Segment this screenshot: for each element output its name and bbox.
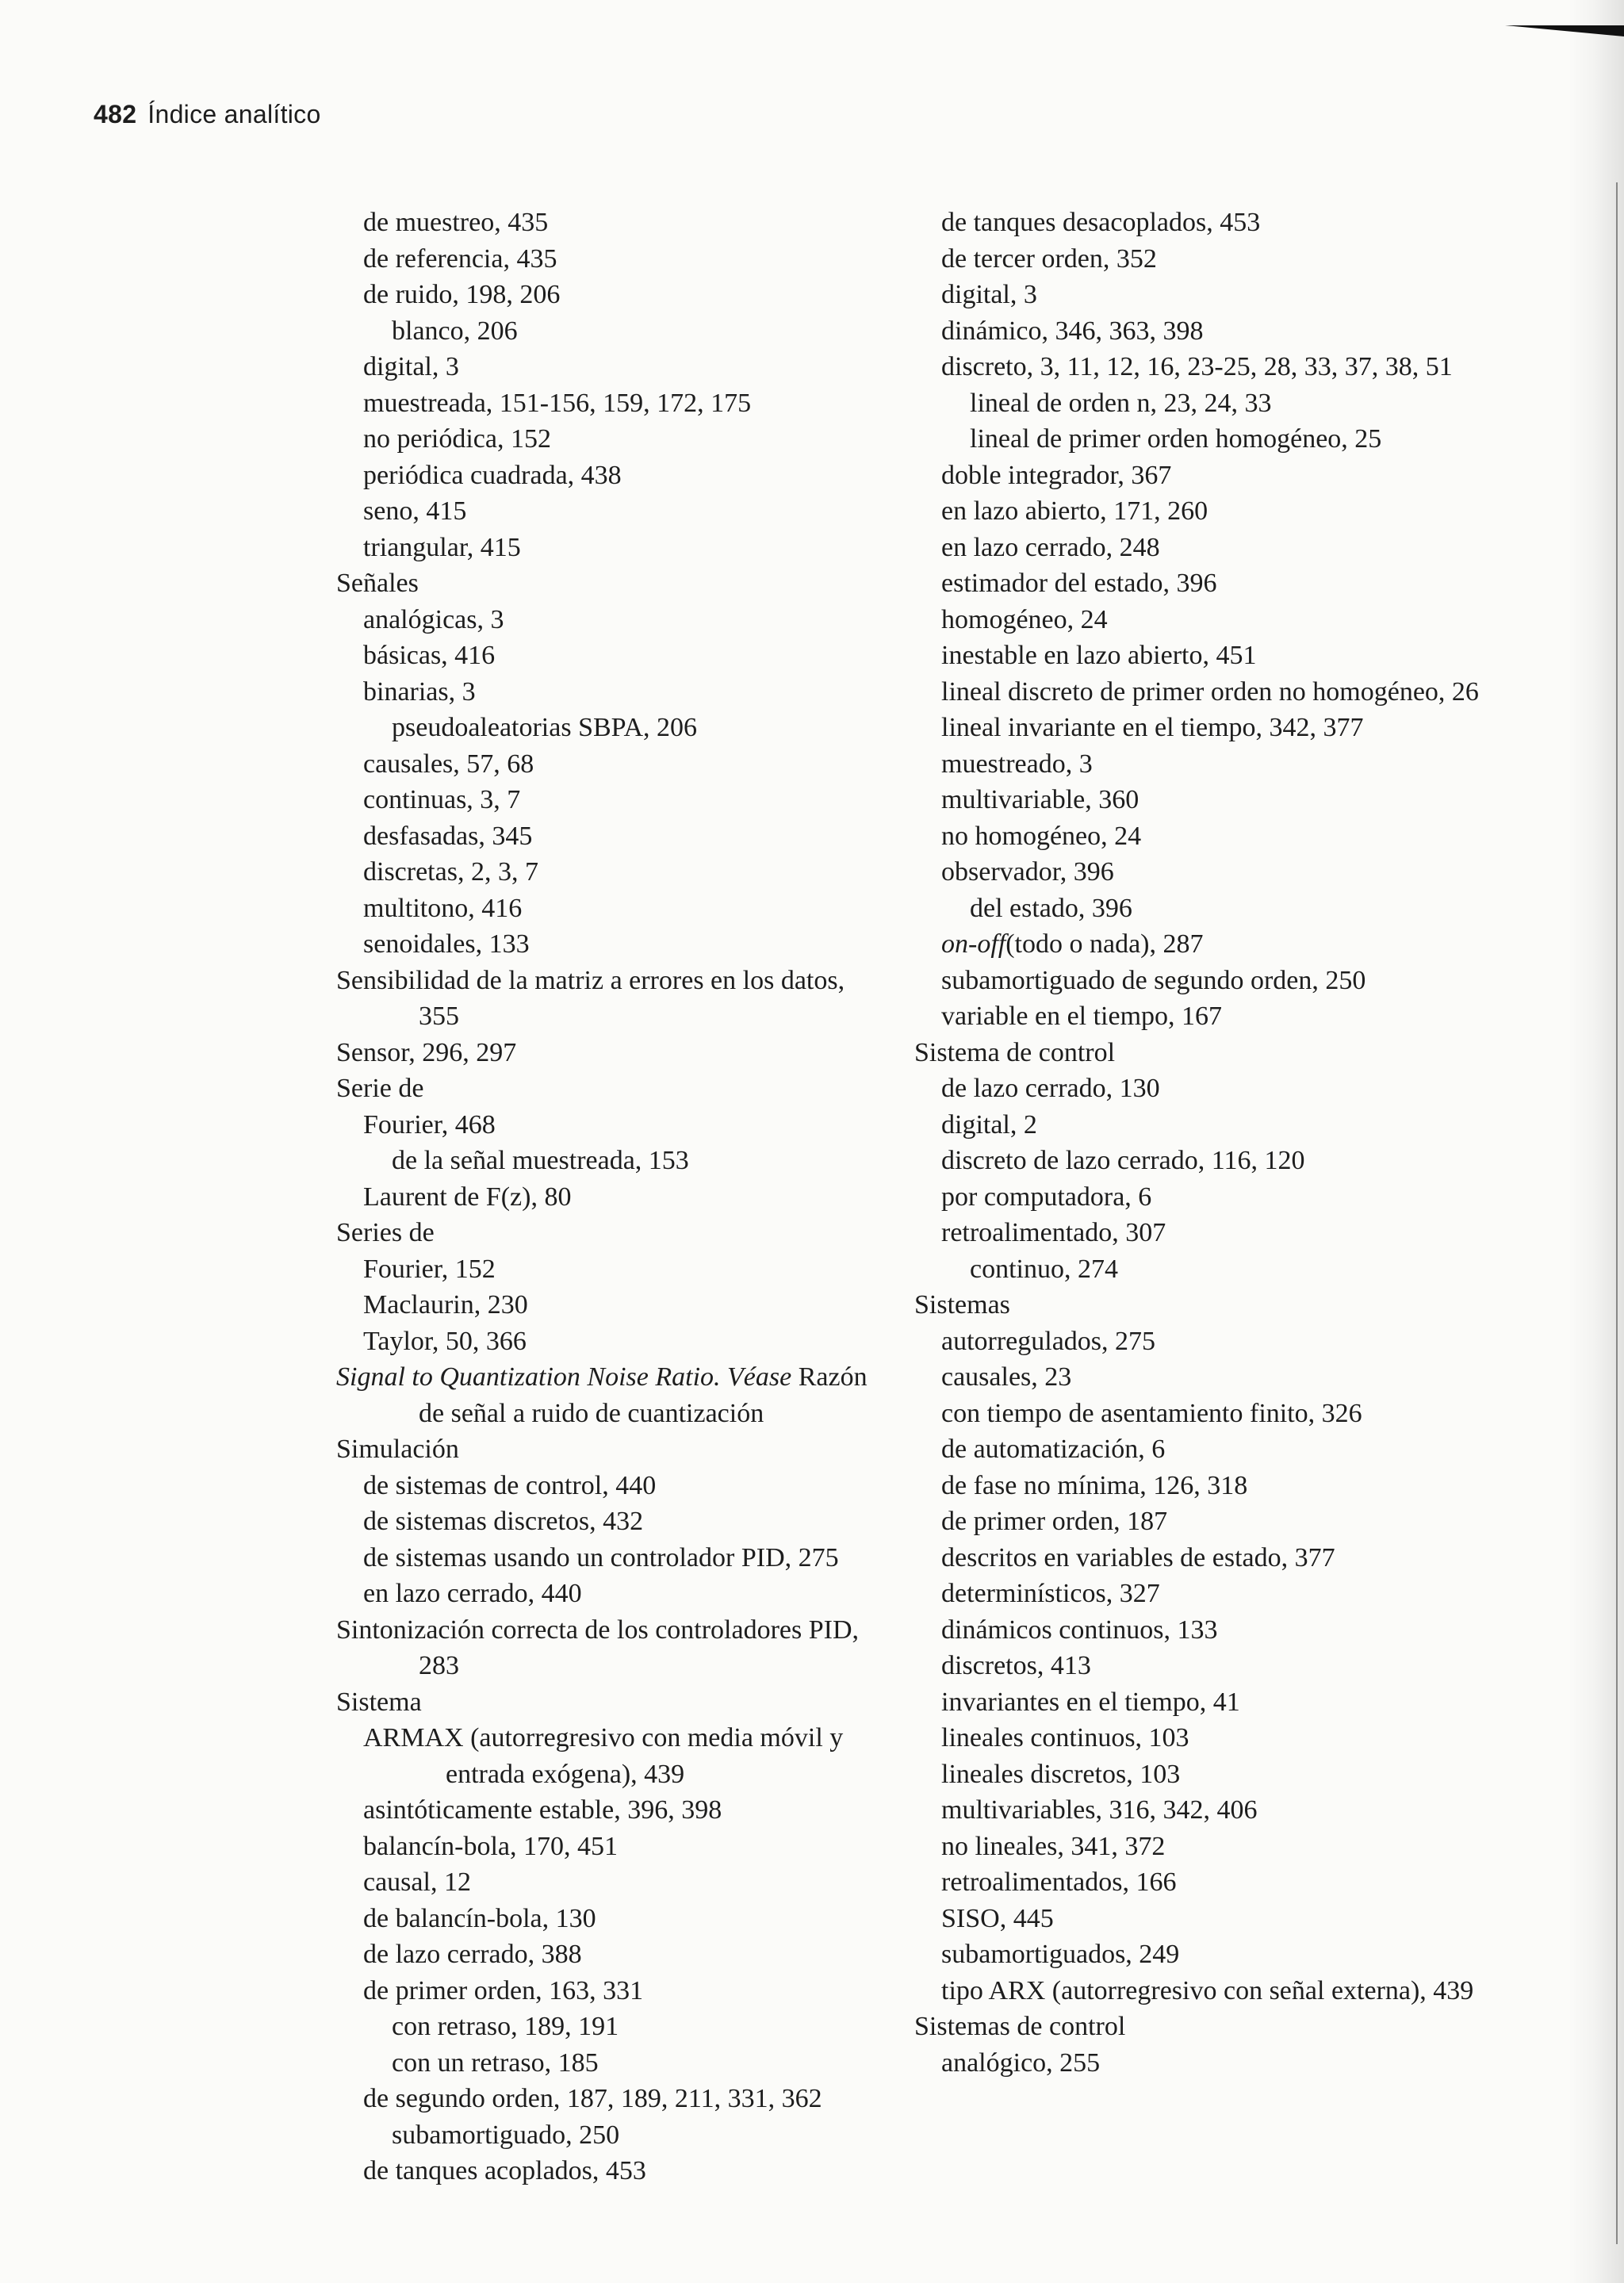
index-entry: Sistema de control — [914, 1037, 1116, 1067]
index-entry-italic-term: on-off — [941, 929, 1006, 959]
index-entry: dinámico, 346, 363, 398 — [941, 316, 1204, 346]
index-entry: observador, 396 — [941, 857, 1114, 887]
index-entry: senoidales, 133 — [363, 929, 530, 959]
index-entry: desfasadas, 345 — [363, 821, 533, 851]
index-entry-tail: Razón de señal a ruido de cuantización — [419, 1362, 868, 1428]
index-entry: Sistema — [336, 1687, 422, 1717]
index-entry: de sistemas discretos, 432 — [363, 1507, 644, 1536]
index-entry: de tanques desacoplados, 453 — [941, 208, 1261, 237]
index-entry: en lazo cerrado, 440 — [363, 1579, 582, 1608]
index-entry: lineal discreto de primer orden no homogéneo, 26 — [941, 676, 1479, 707]
index-entry: causales, 23 — [941, 1362, 1072, 1392]
index-entry: muestreada, 151-156, 159, 172, 175 — [363, 388, 752, 418]
index-entry: multivariable, 360 — [941, 785, 1139, 814]
index-entry: binarias, 3 — [363, 676, 476, 707]
index-entry: de primer orden, 187 — [941, 1507, 1168, 1536]
index-entry: lineal de primer orden homogéneo, 25 — [970, 424, 1382, 454]
index-entry: Señales — [336, 569, 419, 598]
index-entry: descritos en variables de estado, 377 — [941, 1542, 1335, 1572]
index-entry: causal, 12 — [363, 1867, 471, 1897]
index-entry: de sistemas usando un controlador PID, 275 — [363, 1542, 839, 1572]
index-entry: asintóticamente estable, 396, 398 — [363, 1795, 722, 1825]
index-entry: lineal de orden n, 23, 24, 33 — [970, 388, 1272, 418]
index-entry: subamortiguados, 249 — [941, 1940, 1180, 1969]
index-entry: Serie de — [336, 1074, 424, 1103]
index-entry: blanco, 206 — [392, 316, 518, 346]
index-entry: retroalimentado, 307 — [941, 1218, 1166, 1247]
index-entry: discreto, 3, 11, 12, 16, 23-25, 28, 33, 37, 38, 51 — [941, 352, 1453, 381]
index-entry: lineal invariante en el tiempo, 342, 377 — [941, 713, 1364, 742]
index-entry: Taylor, 50, 366 — [363, 1326, 527, 1356]
index-entry: Maclaurin, 230 — [363, 1290, 528, 1320]
index-entry: digital, 2 — [941, 1109, 1037, 1140]
page-corner-mark — [1505, 25, 1624, 36]
index-entry: dinámicos continuos, 133 — [941, 1615, 1218, 1645]
index-entry: de referencia, 435 — [363, 243, 557, 274]
index-entry: de sistemas de control, 440 — [363, 1470, 657, 1500]
index-entry: retroalimentados, 166 — [941, 1867, 1177, 1897]
index-entry: muestreado, 3 — [941, 749, 1093, 779]
index-entry: pseudoaleatorias SBPA, 206 — [392, 713, 698, 742]
index-entry: Simulación — [336, 1435, 459, 1464]
index-entry: Sensibilidad de la matriz a errores en los datos, 355 — [336, 965, 845, 1031]
index-entry: de lazo cerrado, 388 — [363, 1940, 582, 1969]
index-entry: analógico, 255 — [941, 2047, 1101, 2078]
index-entry: multivariables, 316, 342, 406 — [941, 1795, 1258, 1825]
index-entry: lineales continuos, 103 — [941, 1723, 1189, 1752]
index-entry: doble integrador, 367 — [941, 460, 1172, 490]
index-column-left — [336, 205, 875, 2189]
index-entry: de tercer orden, 352 — [941, 243, 1157, 274]
index-entry: digital, 3 — [363, 352, 459, 381]
index-entry: invariantes en el tiempo, 41 — [941, 1687, 1240, 1717]
index-entry: por computadora, 6 — [941, 1182, 1152, 1212]
index-entry-tail: (todo o nada), 287 — [1005, 929, 1204, 959]
index-entry: Sensor, 296, 297 — [336, 1037, 517, 1067]
index-entry: Sistemas de control — [914, 2012, 1126, 2041]
index-entry: homogéneo, 24 — [941, 604, 1108, 634]
index-entry: continuas, 3, 7 — [363, 785, 521, 814]
index-entry: lineales discretos, 103 — [941, 1759, 1181, 1789]
index-entry: variable en el tiempo, 167 — [941, 1002, 1223, 1031]
index-entry: Fourier, 152 — [363, 1254, 496, 1284]
index-entry: en lazo cerrado, 248 — [941, 532, 1160, 562]
index-entry — [914, 926, 1485, 963]
index-entry: discretas, 2, 3, 7 — [363, 857, 538, 887]
index-entry: con retraso, 189, 191 — [392, 2012, 619, 2041]
index-entry: con tiempo de asentamiento finito, 326 — [941, 1398, 1362, 1428]
index-entry: de lazo cerrado, 130 — [941, 1074, 1160, 1103]
index-entry: digital, 3 — [941, 280, 1037, 309]
page-binding-edge — [1616, 182, 1618, 2244]
index-entry: de automatización, 6 — [941, 1435, 1166, 1464]
index-entry: triangular, 415 — [363, 532, 521, 562]
index-entry: del estado, 396 — [970, 893, 1132, 923]
index-entry: Sistemas — [914, 1290, 1010, 1320]
index-entry: de segundo orden, 187, 189, 211, 331, 362 — [363, 2084, 822, 2113]
page-number: 482 — [94, 100, 137, 128]
index-entry: analógicas, 3 — [363, 604, 504, 634]
index-entry: de primer orden, 163, 331 — [363, 1975, 644, 2005]
index-entry: no homogéneo, 24 — [941, 821, 1142, 851]
index-entry: subamortiguado, 250 — [392, 2120, 620, 2150]
running-header — [94, 100, 321, 129]
index-entry: Sintonización correcta de los controladores PID, 283 — [336, 1615, 860, 1680]
index-entry: con un retraso, 185 — [392, 2047, 599, 2078]
index-entry: de fase no mínima, 126, 318 — [941, 1470, 1248, 1500]
index-entry: continuo, 274 — [970, 1254, 1118, 1284]
index-entry: determinísticos, 327 — [941, 1579, 1160, 1608]
index-entry: seno, 415 — [363, 496, 467, 526]
index-entry: de la señal muestreada, 153 — [392, 1146, 689, 1175]
index-entry: de tanques acoplados, 453 — [363, 2156, 646, 2185]
index-entry: en lazo abierto, 171, 260 — [941, 496, 1208, 526]
index-entry: Series de — [336, 1218, 435, 1247]
page-title: Índice analítico — [147, 100, 321, 128]
index-entry: periódica cuadrada, 438 — [363, 460, 622, 490]
index-entry: balancín-bola, 170, 451 — [363, 1831, 619, 1861]
index-entry: ARMAX (autorregresivo con media móvil y entrada exógena), 439 — [363, 1723, 844, 1789]
index-entry: Laurent de F(z), 80 — [363, 1182, 572, 1212]
index-entry: causales, 57, 68 — [363, 749, 534, 779]
index-entry: SISO, 445 — [941, 1903, 1054, 1933]
index-entry: multitono, 416 — [363, 893, 523, 923]
index-entry: no lineales, 341, 372 — [941, 1831, 1166, 1861]
index-entry: de ruido, 198, 206 — [363, 280, 561, 309]
index-entry: estimador del estado, 396 — [941, 569, 1217, 598]
index-entry: discretos, 413 — [941, 1651, 1091, 1680]
index-entry: de muestreo, 435 — [363, 208, 549, 237]
index-entry: discreto de lazo cerrado, 116, 120 — [941, 1146, 1305, 1175]
index-entry: subamortiguado de segundo orden, 250 — [941, 965, 1366, 995]
index-entry: no periódica, 152 — [363, 424, 551, 454]
index-entry: tipo ARX (autorregresivo con señal externa), 439 — [941, 1975, 1474, 2005]
index-entry-italic-term: Signal to Quantization Noise Ratio. Véase — [336, 1362, 792, 1392]
index-entry: inestable en lazo abierto, 451 — [941, 641, 1257, 670]
index-entry — [336, 1359, 875, 1431]
index-entry: básicas, 416 — [363, 641, 496, 670]
index-entry: Fourier, 468 — [363, 1109, 496, 1140]
index-entry: autorregulados, 275 — [941, 1326, 1156, 1356]
index-entry: de balancín-bola, 130 — [363, 1903, 596, 1933]
index-column-right — [914, 205, 1485, 2081]
